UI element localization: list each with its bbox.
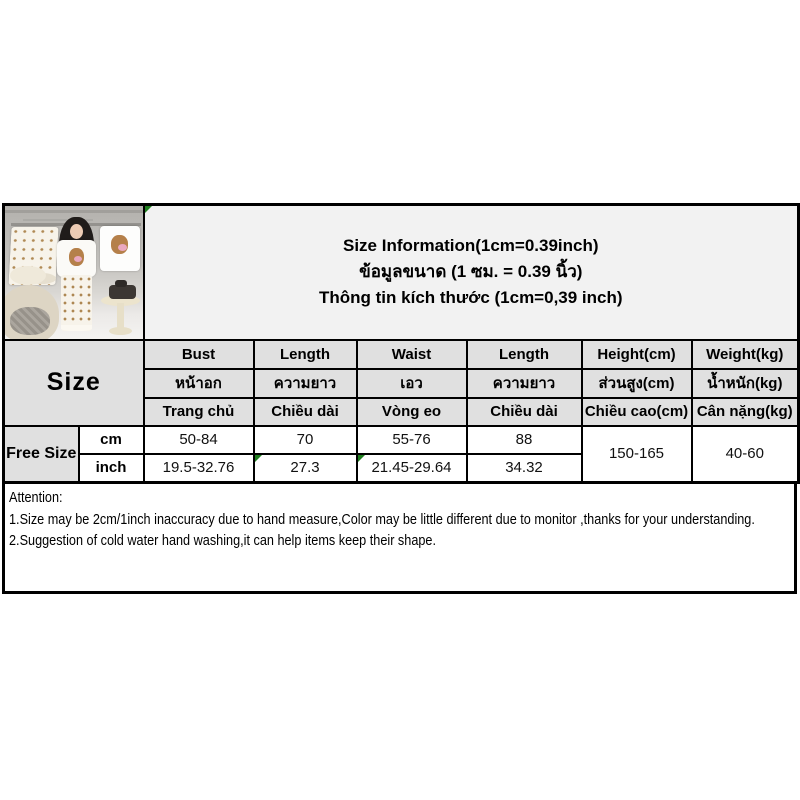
free-size-label: Free Size xyxy=(4,426,79,483)
col-header-waist-en: Waist xyxy=(357,340,467,369)
product-photo xyxy=(4,205,144,340)
bust-cm: 50-84 xyxy=(144,426,254,454)
col-header-height-vi: Chiều cao(cm) xyxy=(582,398,692,426)
cell-flag-icon xyxy=(358,455,365,462)
cell-flag-icon xyxy=(145,206,152,213)
col-header-bust-vi: Trang chủ xyxy=(144,398,254,426)
hanging-tshirt xyxy=(100,226,140,271)
title-cell xyxy=(144,205,799,340)
bear-print-accent xyxy=(118,244,127,251)
height-range: 150-165 xyxy=(582,426,692,483)
col-header-length-en: Length xyxy=(254,340,357,369)
length2-inch: 34.32 xyxy=(467,454,582,483)
col-header-weight-vi: Cân nặng(kg) xyxy=(692,398,799,426)
col-header-bust-en: Bust xyxy=(144,340,254,369)
col-header-length2-th: ความยาว xyxy=(467,369,582,398)
col-header-weight-en: Weight(kg) xyxy=(692,340,799,369)
side-table-stem xyxy=(117,303,124,330)
pants-ruffle-hem xyxy=(61,325,92,331)
length-cm: 70 xyxy=(254,426,357,454)
length2-cm: 88 xyxy=(467,426,582,454)
col-header-length2-vi: Chiều dài xyxy=(467,398,582,426)
model-pajama-pants xyxy=(61,275,92,331)
attention-item-1: 1.Size may be 2cm/1inch inaccuracy due to hand measure,Color may be little different due to monitor ,thanks for your understanding. xyxy=(9,510,755,528)
model-face xyxy=(70,224,83,239)
model-tshirt xyxy=(57,240,96,277)
col-header-length-th: ความยาว xyxy=(254,369,357,398)
size-table xyxy=(2,203,800,484)
size-chart-sheet xyxy=(2,203,798,594)
col-header-waist-th: เอว xyxy=(357,369,467,398)
length-inch-value: 27.3 xyxy=(290,459,320,477)
weight-range: 40-60 xyxy=(692,426,799,483)
size-corner-label: Size xyxy=(4,340,144,426)
col-header-length2-en: Length xyxy=(467,340,582,369)
waist-inch xyxy=(357,454,467,483)
col-header-bust-th: หน้าอก xyxy=(144,369,254,398)
attention-box xyxy=(2,482,797,594)
product-photo-scene xyxy=(5,206,143,339)
side-table-base xyxy=(109,327,132,335)
unit-cm: cm xyxy=(79,426,144,454)
title-th: ข้อมูลขนาด (1 ซม. = 0.39 นิ้ว) xyxy=(359,262,583,282)
length-inch xyxy=(254,454,357,483)
title-en: Size Information(1cm=0.39inch) xyxy=(342,236,599,256)
col-header-weight-th: น้ำหนัก(kg) xyxy=(692,369,799,398)
col-header-length-vi: Chiều dài xyxy=(254,398,357,426)
col-header-height-th: ส่วนสูง(cm) xyxy=(582,369,692,398)
col-header-waist-vi: Vòng eo xyxy=(357,398,467,426)
bow-pillow xyxy=(10,266,46,285)
waist-inch-value: 21.45-29.64 xyxy=(371,459,452,477)
waist-cm: 55-76 xyxy=(357,426,467,454)
bear-print-accent xyxy=(74,256,82,262)
title-vi: Thông tin kích thước (1cm=0,39 inch) xyxy=(319,288,623,308)
bust-inch: 19.5-32.76 xyxy=(144,454,254,483)
ceiling-pipe xyxy=(5,210,143,213)
throw-blanket xyxy=(10,307,50,335)
unit-inch: inch xyxy=(79,454,144,483)
camera-on-table xyxy=(109,285,136,299)
attention-item-2: 2.Suggestion of cold water hand washing,it can help items keep their shape. xyxy=(9,532,436,549)
attention-heading: Attention: xyxy=(9,489,63,506)
cell-flag-icon xyxy=(255,455,262,462)
col-header-height-en: Height(cm) xyxy=(582,340,692,369)
